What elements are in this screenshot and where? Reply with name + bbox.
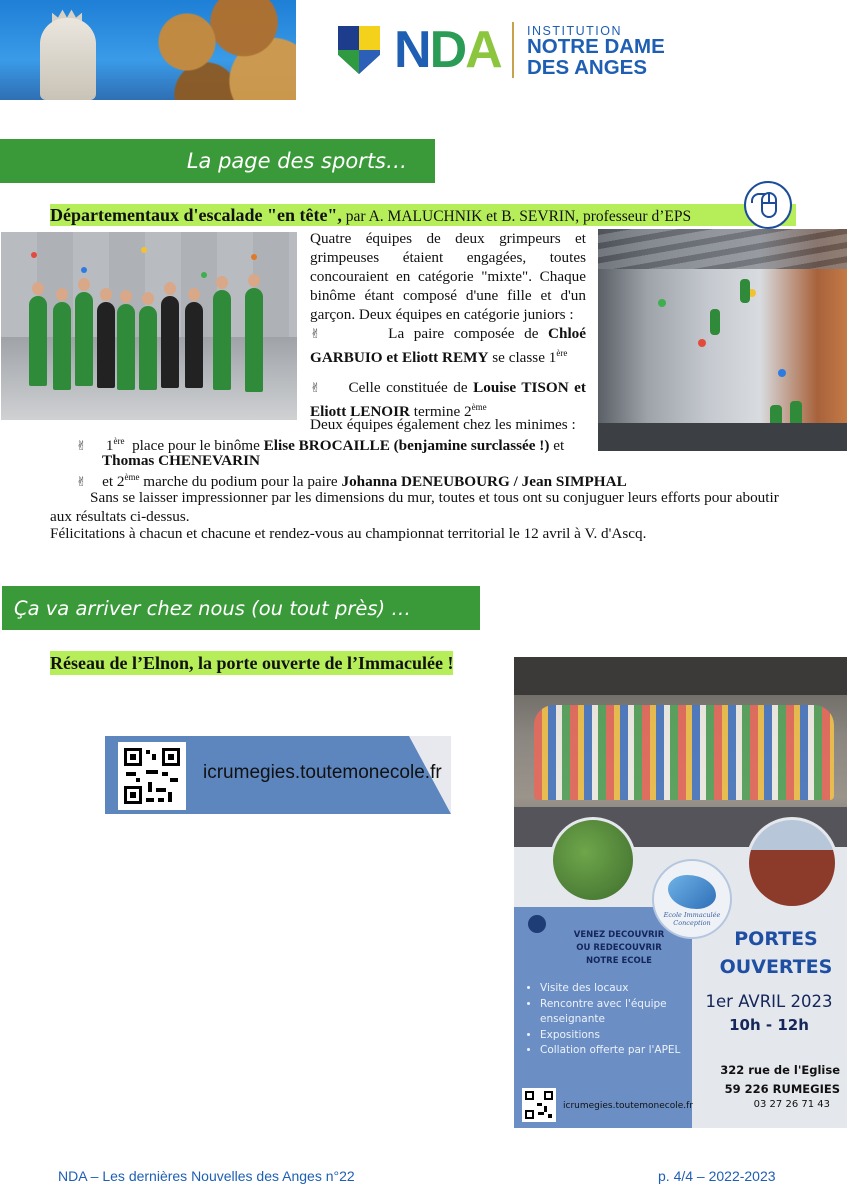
school-building-photo-circle [746, 817, 838, 909]
website-url[interactable]: icrumegies.toutemonecole.fr [203, 762, 442, 783]
venez-line: OU REDECOUVRIR [576, 943, 662, 953]
minime1-and: et [549, 437, 565, 455]
victory-hand-icon: ✌ [76, 475, 87, 491]
venez-line: NOTRE ECOLE [586, 956, 652, 966]
open-day-poster [514, 657, 847, 1128]
junior2-names: Louise TISON et Eliott LENOIR [310, 379, 586, 421]
logo-letter-n: N [394, 21, 430, 79]
school-logo-text: Ecole Immaculée Conception [663, 911, 721, 927]
institution-name-line2: DES ANGES [527, 56, 647, 79]
junior1-pre: La paire composée de [388, 325, 549, 342]
article-byline: par A. MALUCHNIK et B. SEVRIN, professeur d’EPS [341, 208, 692, 225]
logo-letter-a: A [465, 21, 501, 79]
venez-text [544, 929, 694, 968]
victory-hand-icon: ✌ [76, 439, 87, 455]
footer-publication: NDA – Les dernières Nouvelles des Anges n°22 [58, 1168, 355, 1184]
logo-letter-d: D [429, 21, 466, 79]
junior2-pre: Celle constituée de [348, 379, 474, 396]
list-item: • Visite des locaux [540, 981, 700, 997]
junior1-names: Chloé GARBUIO et Eliott REMY [310, 325, 587, 367]
junior2-sup: ème [471, 402, 487, 412]
mouse-click-icon[interactable] [744, 181, 792, 229]
junior-result-1 [310, 324, 586, 367]
event-hours: 10h - 12h [729, 1016, 809, 1034]
minime2-pre: et 2 [102, 473, 125, 491]
minime2-text: marche du podium pour la paire [139, 473, 342, 491]
victory-hand-icon: ✌ [310, 327, 321, 342]
footer-page-number: p. 4/4 – 2022-2023 [658, 1168, 776, 1184]
minime1-text: place pour le binôme [128, 437, 264, 455]
article-title-main: Départementaux d'escalade "en tête", [50, 205, 342, 225]
junior1-sup: ère [556, 348, 568, 358]
minime1-names2: Thomas CHENEVARIN [102, 452, 260, 469]
upcoming-section-banner [2, 586, 480, 630]
header-photo-statue [0, 0, 296, 100]
upcoming-banner-text: Ça va arriver chez nous (ou tout près) … [14, 596, 411, 620]
open-day-title: Réseau de l’Elnon, la porte ouverte de l’Immaculée ! [50, 653, 454, 673]
poster-website-url[interactable]: icrumegies.toutemonecole.fr [563, 1101, 693, 1111]
list-item: • Expositions [540, 1028, 700, 1044]
article-conclusion: Sans se laisser impressionner par les dimensions du mur, toutes et tous ont su conjuguer leurs efforts pour aboutir aux résultats ci-dessus. [50, 489, 779, 525]
title-line: PORTES [734, 928, 818, 950]
minime2-sup: ème [124, 472, 140, 482]
garden-photo-circle [550, 817, 636, 903]
list-item: • Collation offerte par l'APEL [540, 1043, 700, 1059]
nda-logo [394, 22, 501, 78]
institution-name [527, 36, 665, 78]
junior1-post: se classe 1 [488, 349, 557, 367]
climbing-wall-photo [598, 229, 847, 451]
logo-divider [512, 22, 514, 78]
event-date: 1er AVRIL 2023 [705, 992, 833, 1011]
autumn-tree [130, 0, 296, 100]
victory-hand-icon: ✌ [310, 381, 321, 396]
venez-line: VENEZ DECOUVRIR [573, 930, 665, 940]
minime1-num: 1 [105, 437, 114, 455]
address-line: 59 226 RUMEGIES [724, 1082, 840, 1096]
article-title [50, 204, 796, 226]
school-crest-icon [338, 26, 380, 74]
sports-banner-text: La page des sports… [186, 149, 407, 173]
institution-name-line1: NOTRE DAME [527, 35, 665, 58]
qr-code-icon[interactable] [118, 742, 186, 810]
title-line: OUVERTES [719, 956, 833, 978]
poster-qr-code-icon[interactable] [522, 1088, 556, 1122]
school-address [700, 1061, 840, 1099]
wave-icon [668, 875, 716, 909]
minime1-names: Elise BROCAILLE (benjamine surclassée !) [263, 437, 550, 455]
poster-activity-list [524, 981, 700, 1059]
minimes-intro: Deux équipes également chez les minimes : [310, 416, 576, 433]
junior2-post: termine 2 [410, 403, 472, 421]
virgin-statue [40, 18, 96, 100]
article-congrats: Félicitations à chacun et chacune et rendez-vous au championnat territorial le 12 avril à V. d'Ascq. [50, 525, 647, 542]
sports-section-banner [0, 139, 435, 183]
article-intro: Quatre équipes de deux grimpeurs et grimpeuses étaient engagées, toutes concouraient en catégorie "mixte". Chaque binôme étant composé d'une fille et d'un garçon. Deux équipes en catégorie juniors : [310, 230, 586, 323]
school-phone: 03 27 26 71 43 [753, 1099, 830, 1110]
address-line: 322 rue de l'Eglise [720, 1063, 840, 1077]
minime1-sup: ère [113, 436, 125, 446]
climbing-team-photo [1, 232, 297, 420]
website-qr-banner[interactable] [105, 736, 451, 814]
minime2-names: Johanna DENEUBOURG / Jean SIMPHAL [341, 473, 627, 491]
institution-label: INSTITUTION [527, 24, 622, 38]
list-item: • Rencontre avec l'équipe enseignante [540, 997, 700, 1028]
portes-ouvertes-title [706, 925, 846, 981]
